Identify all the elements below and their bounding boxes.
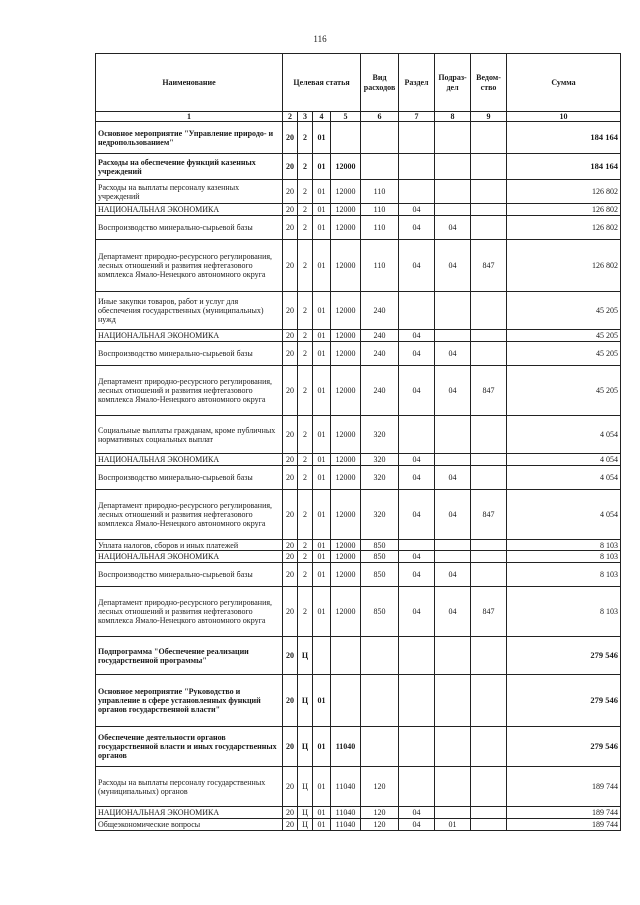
header-row bbox=[96, 54, 621, 112]
cell-department bbox=[471, 540, 507, 551]
cell-section: 04 bbox=[399, 551, 435, 563]
cell-department bbox=[471, 154, 507, 180]
cell-subprogram: 2 bbox=[298, 587, 313, 637]
cell-activity: 01 bbox=[313, 540, 331, 551]
cell-expense-type: 850 bbox=[361, 563, 399, 587]
cell-section bbox=[399, 122, 435, 154]
cell-subsection: 04 bbox=[435, 587, 471, 637]
cell-name: Воспроизводство минерально-сырьевой базы bbox=[96, 466, 283, 490]
cell-expense-type bbox=[361, 154, 399, 180]
cell-name: Департамент природно-ресурсного регулирования, лесных отношений и развития нефтегазового комплекса Ямало-Ненецкого автономного округа bbox=[96, 240, 283, 292]
cell-department bbox=[471, 122, 507, 154]
cell-department bbox=[471, 767, 507, 807]
cell-name: Воспроизводство минерально-сырьевой базы bbox=[96, 563, 283, 587]
cell-activity: 01 bbox=[313, 466, 331, 490]
cell-section: 04 bbox=[399, 563, 435, 587]
table-row bbox=[96, 767, 621, 807]
cell-expense-type: 320 bbox=[361, 490, 399, 540]
cell-subsection bbox=[435, 330, 471, 342]
cell-subsection: 01 bbox=[435, 819, 471, 831]
cell-expense-type: 320 bbox=[361, 416, 399, 454]
cell-direction: 12000 bbox=[331, 540, 361, 551]
cell-subprogram: Ц bbox=[298, 819, 313, 831]
cell-activity: 01 bbox=[313, 587, 331, 637]
cell-department bbox=[471, 807, 507, 819]
cell-subsection: 04 bbox=[435, 563, 471, 587]
cell-department bbox=[471, 466, 507, 490]
cell-direction: 12000 bbox=[331, 180, 361, 204]
column-number: 6 bbox=[361, 112, 399, 122]
cell-subprogram: 2 bbox=[298, 366, 313, 416]
cell-section: 04 bbox=[399, 454, 435, 466]
cell-program: 20 bbox=[283, 466, 298, 490]
cell-program: 20 bbox=[283, 540, 298, 551]
cell-department bbox=[471, 342, 507, 366]
header-name: Наименование bbox=[96, 54, 283, 112]
cell-section: 04 bbox=[399, 366, 435, 416]
cell-department bbox=[471, 330, 507, 342]
cell-section bbox=[399, 292, 435, 330]
cell-name: Иные закупки товаров, работ и услуг для обеспечения государственных (муниципальных) нужд bbox=[96, 292, 283, 330]
cell-expense-type: 240 bbox=[361, 330, 399, 342]
table-row bbox=[96, 587, 621, 637]
cell-program: 20 bbox=[283, 563, 298, 587]
cell-direction bbox=[331, 122, 361, 154]
table-row bbox=[96, 154, 621, 180]
cell-activity: 01 bbox=[313, 807, 331, 819]
cell-name: НАЦИОНАЛЬНАЯ ЭКОНОМИКА bbox=[96, 454, 283, 466]
cell-amount: 189 744 bbox=[507, 767, 621, 807]
cell-subprogram: 2 bbox=[298, 563, 313, 587]
cell-name: Подпрограмма "Обеспечение реализации государственной программы" bbox=[96, 637, 283, 675]
cell-subprogram: 2 bbox=[298, 154, 313, 180]
cell-activity: 01 bbox=[313, 727, 331, 767]
cell-expense-type: 110 bbox=[361, 204, 399, 216]
cell-amount: 45 205 bbox=[507, 366, 621, 416]
cell-expense-type: 240 bbox=[361, 342, 399, 366]
cell-direction: 12000 bbox=[331, 216, 361, 240]
cell-subprogram: Ц bbox=[298, 727, 313, 767]
cell-subsection: 04 bbox=[435, 366, 471, 416]
cell-activity: 01 bbox=[313, 819, 331, 831]
column-number: 3 bbox=[298, 112, 313, 122]
cell-section: 04 bbox=[399, 490, 435, 540]
cell-program: 20 bbox=[283, 551, 298, 563]
cell-department bbox=[471, 819, 507, 831]
cell-department: 847 bbox=[471, 366, 507, 416]
cell-direction bbox=[331, 675, 361, 727]
cell-department bbox=[471, 292, 507, 330]
cell-subprogram: 2 bbox=[298, 551, 313, 563]
cell-department bbox=[471, 551, 507, 563]
cell-section bbox=[399, 416, 435, 454]
table-row bbox=[96, 180, 621, 204]
cell-subprogram: Ц bbox=[298, 767, 313, 807]
cell-expense-type: 850 bbox=[361, 551, 399, 563]
cell-subprogram: 2 bbox=[298, 292, 313, 330]
header-expense-type: Вид расходов bbox=[361, 54, 399, 112]
cell-department bbox=[471, 454, 507, 466]
table-row bbox=[96, 204, 621, 216]
column-number: 9 bbox=[471, 112, 507, 122]
cell-department bbox=[471, 563, 507, 587]
table-row bbox=[96, 563, 621, 587]
cell-subprogram: 2 bbox=[298, 216, 313, 240]
cell-expense-type: 120 bbox=[361, 807, 399, 819]
cell-expense-type bbox=[361, 675, 399, 727]
cell-amount: 45 205 bbox=[507, 342, 621, 366]
cell-direction: 12000 bbox=[331, 366, 361, 416]
cell-section bbox=[399, 675, 435, 727]
cell-name: Воспроизводство минерально-сырьевой базы bbox=[96, 216, 283, 240]
cell-subprogram: 2 bbox=[298, 416, 313, 454]
cell-subsection bbox=[435, 454, 471, 466]
cell-amount: 189 744 bbox=[507, 819, 621, 831]
table-row bbox=[96, 292, 621, 330]
cell-amount: 45 205 bbox=[507, 330, 621, 342]
cell-amount: 4 054 bbox=[507, 416, 621, 454]
cell-expense-type: 120 bbox=[361, 767, 399, 807]
cell-subprogram: 2 bbox=[298, 240, 313, 292]
cell-subprogram: Ц bbox=[298, 637, 313, 675]
cell-subprogram: 2 bbox=[298, 454, 313, 466]
cell-program: 20 bbox=[283, 122, 298, 154]
cell-activity bbox=[313, 637, 331, 675]
cell-direction: 12000 bbox=[331, 466, 361, 490]
cell-subsection: 04 bbox=[435, 490, 471, 540]
cell-activity: 01 bbox=[313, 416, 331, 454]
cell-direction: 12000 bbox=[331, 292, 361, 330]
table-row bbox=[96, 454, 621, 466]
cell-program: 20 bbox=[283, 727, 298, 767]
cell-subprogram: 2 bbox=[298, 540, 313, 551]
header-department: Ведом-ство bbox=[471, 54, 507, 112]
cell-direction: 12000 bbox=[331, 330, 361, 342]
cell-department bbox=[471, 180, 507, 204]
table-row bbox=[96, 637, 621, 675]
cell-activity: 01 bbox=[313, 180, 331, 204]
cell-amount: 184 164 bbox=[507, 154, 621, 180]
cell-subsection bbox=[435, 767, 471, 807]
table-row bbox=[96, 216, 621, 240]
table-row bbox=[96, 807, 621, 819]
cell-department: 847 bbox=[471, 490, 507, 540]
cell-expense-type: 110 bbox=[361, 180, 399, 204]
cell-subsection bbox=[435, 122, 471, 154]
cell-subsection bbox=[435, 637, 471, 675]
cell-subsection bbox=[435, 154, 471, 180]
column-number-row bbox=[96, 112, 621, 122]
cell-program: 20 bbox=[283, 587, 298, 637]
cell-subprogram: Ц bbox=[298, 675, 313, 727]
cell-section: 04 bbox=[399, 466, 435, 490]
cell-amount: 8 103 bbox=[507, 563, 621, 587]
column-number: 2 bbox=[283, 112, 298, 122]
cell-program: 20 bbox=[283, 330, 298, 342]
cell-department bbox=[471, 216, 507, 240]
cell-subsection: 04 bbox=[435, 342, 471, 366]
cell-activity: 01 bbox=[313, 675, 331, 727]
cell-amount: 279 546 bbox=[507, 675, 621, 727]
cell-name: Обеспечение деятельности органов государственной власти и иных государственных органов bbox=[96, 727, 283, 767]
cell-amount: 126 802 bbox=[507, 240, 621, 292]
cell-section: 04 bbox=[399, 342, 435, 366]
cell-direction: 12000 bbox=[331, 240, 361, 292]
cell-program: 20 bbox=[283, 292, 298, 330]
cell-amount: 4 054 bbox=[507, 490, 621, 540]
cell-activity: 01 bbox=[313, 342, 331, 366]
cell-expense-type: 320 bbox=[361, 466, 399, 490]
cell-name: Расходы на обеспечение функций казенных учреждений bbox=[96, 154, 283, 180]
cell-amount: 279 546 bbox=[507, 727, 621, 767]
cell-amount: 8 103 bbox=[507, 540, 621, 551]
cell-name: Социальные выплаты гражданам, кроме публичных нормативных социальных выплат bbox=[96, 416, 283, 454]
cell-section bbox=[399, 637, 435, 675]
cell-section: 04 bbox=[399, 204, 435, 216]
cell-program: 20 bbox=[283, 216, 298, 240]
table-row bbox=[96, 466, 621, 490]
cell-department bbox=[471, 416, 507, 454]
cell-name: Расходы на выплаты персоналу государственных (муниципальных) органов bbox=[96, 767, 283, 807]
column-number: 5 bbox=[331, 112, 361, 122]
cell-direction: 12000 bbox=[331, 551, 361, 563]
cell-direction: 12000 bbox=[331, 204, 361, 216]
cell-amount: 8 103 bbox=[507, 587, 621, 637]
cell-name: Общеэкономические вопросы bbox=[96, 819, 283, 831]
cell-section bbox=[399, 154, 435, 180]
header-amount: Сумма bbox=[507, 54, 621, 112]
cell-direction: 12000 bbox=[331, 416, 361, 454]
header-subsection: Подраз-дел bbox=[435, 54, 471, 112]
cell-expense-type: 850 bbox=[361, 587, 399, 637]
header-target-article: Целевая статья bbox=[283, 54, 361, 112]
table-row bbox=[96, 416, 621, 454]
cell-subprogram: 2 bbox=[298, 180, 313, 204]
cell-program: 20 bbox=[283, 454, 298, 466]
budget-table bbox=[95, 53, 621, 831]
cell-section bbox=[399, 180, 435, 204]
cell-amount: 126 802 bbox=[507, 204, 621, 216]
cell-program: 20 bbox=[283, 154, 298, 180]
cell-amount: 126 802 bbox=[507, 216, 621, 240]
cell-direction: 11040 bbox=[331, 807, 361, 819]
cell-amount: 4 054 bbox=[507, 466, 621, 490]
cell-direction: 12000 bbox=[331, 563, 361, 587]
cell-name: Воспроизводство минерально-сырьевой базы bbox=[96, 342, 283, 366]
cell-expense-type: 240 bbox=[361, 292, 399, 330]
cell-section: 04 bbox=[399, 819, 435, 831]
cell-subsection bbox=[435, 727, 471, 767]
cell-subsection bbox=[435, 675, 471, 727]
cell-expense-type bbox=[361, 122, 399, 154]
header-section: Раздел bbox=[399, 54, 435, 112]
cell-amount: 4 054 bbox=[507, 454, 621, 466]
table-row bbox=[96, 342, 621, 366]
cell-subsection bbox=[435, 180, 471, 204]
table-row bbox=[96, 240, 621, 292]
cell-activity: 01 bbox=[313, 767, 331, 807]
cell-direction: 12000 bbox=[331, 154, 361, 180]
cell-direction: 12000 bbox=[331, 342, 361, 366]
cell-program: 20 bbox=[283, 490, 298, 540]
cell-program: 20 bbox=[283, 180, 298, 204]
cell-subsection bbox=[435, 204, 471, 216]
cell-program: 20 bbox=[283, 675, 298, 727]
cell-name: Департамент природно-ресурсного регулирования, лесных отношений и развития нефтегазового комплекса Ямало-Ненецкого автономного округа bbox=[96, 490, 283, 540]
cell-name: Уплата налогов, сборов и иных платежей bbox=[96, 540, 283, 551]
table-row bbox=[96, 551, 621, 563]
cell-activity: 01 bbox=[313, 154, 331, 180]
cell-expense-type bbox=[361, 727, 399, 767]
cell-section bbox=[399, 767, 435, 807]
cell-activity: 01 bbox=[313, 216, 331, 240]
cell-program: 20 bbox=[283, 819, 298, 831]
cell-direction: 12000 bbox=[331, 454, 361, 466]
cell-subsection: 04 bbox=[435, 466, 471, 490]
cell-subprogram: 2 bbox=[298, 204, 313, 216]
table-row bbox=[96, 727, 621, 767]
cell-subsection bbox=[435, 416, 471, 454]
column-number: 7 bbox=[399, 112, 435, 122]
table-row bbox=[96, 540, 621, 551]
cell-name: Расходы на выплаты персоналу казенных учреждений bbox=[96, 180, 283, 204]
cell-activity: 01 bbox=[313, 490, 331, 540]
cell-subprogram: 2 bbox=[298, 466, 313, 490]
cell-direction: 11040 bbox=[331, 819, 361, 831]
cell-name: НАЦИОНАЛЬНАЯ ЭКОНОМИКА bbox=[96, 204, 283, 216]
cell-expense-type: 110 bbox=[361, 240, 399, 292]
cell-activity: 01 bbox=[313, 551, 331, 563]
cell-subsection bbox=[435, 807, 471, 819]
cell-name: НАЦИОНАЛЬНАЯ ЭКОНОМИКА bbox=[96, 330, 283, 342]
cell-activity: 01 bbox=[313, 454, 331, 466]
cell-amount: 189 744 bbox=[507, 807, 621, 819]
cell-amount: 184 164 bbox=[507, 122, 621, 154]
cell-subsection bbox=[435, 551, 471, 563]
cell-expense-type: 850 bbox=[361, 540, 399, 551]
column-number: 1 bbox=[96, 112, 283, 122]
table-body bbox=[96, 122, 621, 831]
cell-amount: 8 103 bbox=[507, 551, 621, 563]
cell-subprogram: 2 bbox=[298, 342, 313, 366]
table-row bbox=[96, 819, 621, 831]
page-number: 116 bbox=[313, 34, 327, 44]
cell-activity: 01 bbox=[313, 240, 331, 292]
cell-name: Департамент природно-ресурсного регулирования, лесных отношений и развития нефтегазового комплекса Ямало-Ненецкого автономного округа bbox=[96, 587, 283, 637]
cell-expense-type: 120 bbox=[361, 819, 399, 831]
cell-expense-type: 320 bbox=[361, 454, 399, 466]
cell-direction: 11040 bbox=[331, 727, 361, 767]
cell-expense-type: 240 bbox=[361, 366, 399, 416]
cell-department: 847 bbox=[471, 587, 507, 637]
cell-name: Основное мероприятие "Управление природо- и недропользованием" bbox=[96, 122, 283, 154]
cell-subsection bbox=[435, 292, 471, 330]
cell-section: 04 bbox=[399, 330, 435, 342]
cell-program: 20 bbox=[283, 204, 298, 216]
cell-section bbox=[399, 540, 435, 551]
cell-subprogram: 2 bbox=[298, 122, 313, 154]
cell-amount: 279 546 bbox=[507, 637, 621, 675]
cell-activity: 01 bbox=[313, 122, 331, 154]
cell-subprogram: 2 bbox=[298, 330, 313, 342]
cell-section: 04 bbox=[399, 216, 435, 240]
cell-subsection bbox=[435, 540, 471, 551]
cell-direction: 11040 bbox=[331, 767, 361, 807]
cell-section: 04 bbox=[399, 240, 435, 292]
cell-activity: 01 bbox=[313, 204, 331, 216]
cell-department bbox=[471, 637, 507, 675]
cell-amount: 126 802 bbox=[507, 180, 621, 204]
table-row bbox=[96, 675, 621, 727]
cell-program: 20 bbox=[283, 807, 298, 819]
cell-name: НАЦИОНАЛЬНАЯ ЭКОНОМИКА bbox=[96, 807, 283, 819]
cell-subsection: 04 bbox=[435, 240, 471, 292]
cell-department bbox=[471, 727, 507, 767]
column-number: 8 bbox=[435, 112, 471, 122]
cell-department bbox=[471, 204, 507, 216]
cell-name: НАЦИОНАЛЬНАЯ ЭКОНОМИКА bbox=[96, 551, 283, 563]
cell-activity: 01 bbox=[313, 366, 331, 416]
cell-expense-type: 110 bbox=[361, 216, 399, 240]
cell-amount: 45 205 bbox=[507, 292, 621, 330]
cell-department: 847 bbox=[471, 240, 507, 292]
cell-program: 20 bbox=[283, 240, 298, 292]
cell-name: Основное мероприятие "Руководство и управление в сфере установленных функций органов государственной власти" bbox=[96, 675, 283, 727]
cell-subprogram: Ц bbox=[298, 807, 313, 819]
cell-direction: 12000 bbox=[331, 490, 361, 540]
cell-activity: 01 bbox=[313, 292, 331, 330]
cell-program: 20 bbox=[283, 416, 298, 454]
table-row bbox=[96, 366, 621, 416]
cell-section: 04 bbox=[399, 807, 435, 819]
cell-program: 20 bbox=[283, 767, 298, 807]
cell-direction: 12000 bbox=[331, 587, 361, 637]
table-row bbox=[96, 330, 621, 342]
cell-section: 04 bbox=[399, 587, 435, 637]
cell-program: 20 bbox=[283, 637, 298, 675]
table-row bbox=[96, 122, 621, 154]
cell-activity: 01 bbox=[313, 563, 331, 587]
cell-expense-type bbox=[361, 637, 399, 675]
cell-section bbox=[399, 727, 435, 767]
cell-name: Департамент природно-ресурсного регулирования, лесных отношений и развития нефтегазового комплекса Ямало-Ненецкого автономного округа bbox=[96, 366, 283, 416]
cell-program: 20 bbox=[283, 342, 298, 366]
table-row bbox=[96, 490, 621, 540]
cell-subprogram: 2 bbox=[298, 490, 313, 540]
cell-department bbox=[471, 675, 507, 727]
cell-direction bbox=[331, 637, 361, 675]
column-number: 4 bbox=[313, 112, 331, 122]
cell-program: 20 bbox=[283, 366, 298, 416]
column-number: 10 bbox=[507, 112, 621, 122]
cell-activity: 01 bbox=[313, 330, 331, 342]
cell-subsection: 04 bbox=[435, 216, 471, 240]
